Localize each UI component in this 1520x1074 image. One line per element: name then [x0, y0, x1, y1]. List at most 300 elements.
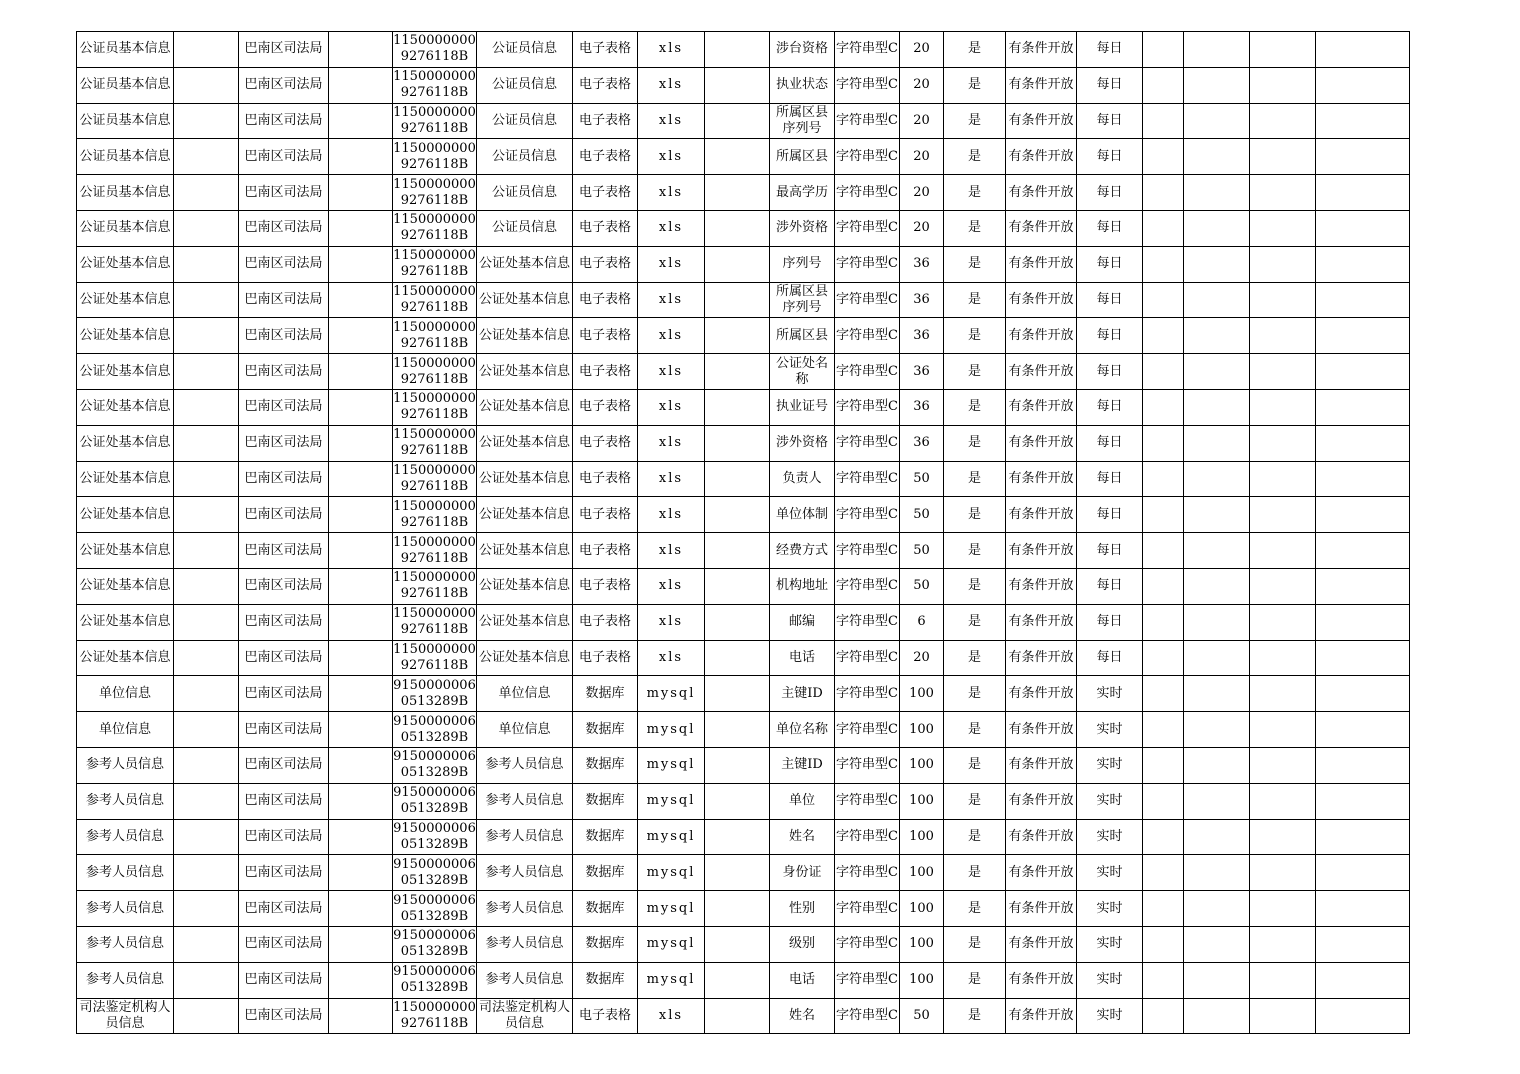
cell-length: 100 [900, 783, 944, 819]
cell-empty [705, 139, 770, 175]
cell-resource: 公证处基本信息 [477, 604, 573, 640]
cell-empty [1316, 533, 1410, 569]
cell-empty [329, 640, 393, 676]
cell-frequency: 每日 [1077, 210, 1143, 246]
cell-open: 有条件开放 [1006, 604, 1077, 640]
cell-empty [1184, 461, 1250, 497]
cell-empty [1184, 389, 1250, 425]
cell-open: 有条件开放 [1006, 891, 1077, 927]
cell-frequency: 每日 [1077, 246, 1143, 282]
cell-department: 巴南区司法局 [239, 819, 329, 855]
cell-field: 所属区县 [770, 139, 835, 175]
cell-empty [1143, 676, 1184, 712]
cell-category: 公证处基本信息 [77, 425, 174, 461]
cell-department: 巴南区司法局 [239, 67, 329, 103]
cell-open: 有条件开放 [1006, 783, 1077, 819]
cell-empty [1143, 604, 1184, 640]
cell-format: xls [638, 139, 705, 175]
cell-field: 电话 [770, 640, 835, 676]
cell-resource: 参考人员信息 [477, 962, 573, 998]
cell-type: 电子表格 [573, 389, 638, 425]
cell-open: 有条件开放 [1006, 354, 1077, 390]
cell-resource: 公证处基本信息 [477, 354, 573, 390]
cell-frequency: 实时 [1077, 747, 1143, 783]
cell-empty [1316, 640, 1410, 676]
cell-format: xls [638, 67, 705, 103]
cell-empty [174, 354, 239, 390]
cell-shared: 是 [944, 891, 1006, 927]
cell-code: 91500000060513289B [393, 962, 477, 998]
cell-format: xls [638, 103, 705, 139]
cell-empty [1184, 712, 1250, 748]
cell-format: xls [638, 461, 705, 497]
table-row [77, 712, 1410, 748]
cell-shared: 是 [944, 533, 1006, 569]
cell-type: 电子表格 [573, 32, 638, 68]
table-body [77, 32, 1410, 1034]
cell-empty [174, 497, 239, 533]
cell-code: 91500000060513289B [393, 926, 477, 962]
cell-resource: 公证处基本信息 [477, 497, 573, 533]
cell-field: 涉外资格 [770, 425, 835, 461]
table-row [77, 461, 1410, 497]
cell-empty [329, 389, 393, 425]
cell-frequency: 实时 [1077, 891, 1143, 927]
cell-empty [1250, 389, 1316, 425]
cell-empty [1184, 676, 1250, 712]
cell-empty [1316, 568, 1410, 604]
cell-format: mysql [638, 855, 705, 891]
cell-empty [1250, 533, 1316, 569]
cell-code: 11500000009276118B [393, 604, 477, 640]
cell-department: 巴南区司法局 [239, 533, 329, 569]
table-row [77, 32, 1410, 68]
cell-empty [1184, 354, 1250, 390]
cell-field: 级别 [770, 926, 835, 962]
cell-empty [1184, 103, 1250, 139]
cell-category: 参考人员信息 [77, 855, 174, 891]
cell-empty [1184, 425, 1250, 461]
cell-category: 公证处基本信息 [77, 389, 174, 425]
cell-format: mysql [638, 891, 705, 927]
cell-field: 涉外资格 [770, 210, 835, 246]
cell-empty [329, 998, 393, 1034]
cell-empty [1250, 67, 1316, 103]
cell-empty [705, 962, 770, 998]
cell-empty [705, 998, 770, 1034]
cell-department: 巴南区司法局 [239, 998, 329, 1034]
cell-empty [1143, 32, 1184, 68]
cell-department: 巴南区司法局 [239, 139, 329, 175]
cell-field: 姓名 [770, 819, 835, 855]
cell-length: 100 [900, 747, 944, 783]
cell-open: 有条件开放 [1006, 32, 1077, 68]
cell-empty [1184, 282, 1250, 318]
cell-empty [1250, 461, 1316, 497]
cell-field: 主键ID [770, 747, 835, 783]
cell-frequency: 每日 [1077, 318, 1143, 354]
cell-empty [174, 318, 239, 354]
cell-empty [1184, 318, 1250, 354]
cell-open: 有条件开放 [1006, 747, 1077, 783]
cell-empty [1184, 926, 1250, 962]
cell-empty [1143, 318, 1184, 354]
cell-resource: 参考人员信息 [477, 747, 573, 783]
cell-shared: 是 [944, 962, 1006, 998]
cell-length: 20 [900, 640, 944, 676]
cell-resource: 公证处基本信息 [477, 246, 573, 282]
cell-empty [174, 32, 239, 68]
cell-empty [705, 712, 770, 748]
cell-code: 11500000009276118B [393, 67, 477, 103]
cell-empty [174, 855, 239, 891]
table-row [77, 855, 1410, 891]
cell-frequency: 每日 [1077, 568, 1143, 604]
cell-open: 有条件开放 [1006, 282, 1077, 318]
cell-category: 公证处基本信息 [77, 461, 174, 497]
cell-empty [1143, 533, 1184, 569]
cell-empty [705, 568, 770, 604]
cell-shared: 是 [944, 568, 1006, 604]
cell-empty [1143, 246, 1184, 282]
cell-code: 11500000009276118B [393, 318, 477, 354]
cell-empty [1316, 747, 1410, 783]
cell-frequency: 每日 [1077, 425, 1143, 461]
cell-length: 36 [900, 354, 944, 390]
cell-type: 电子表格 [573, 425, 638, 461]
cell-empty [705, 533, 770, 569]
cell-empty [1143, 175, 1184, 211]
cell-datatype: 字符串型C [835, 282, 900, 318]
cell-empty [1184, 568, 1250, 604]
cell-empty [1143, 891, 1184, 927]
cell-type: 数据库 [573, 962, 638, 998]
cell-resource: 公证处基本信息 [477, 640, 573, 676]
cell-empty [329, 568, 393, 604]
cell-empty [1143, 926, 1184, 962]
cell-empty [1250, 425, 1316, 461]
cell-format: mysql [638, 676, 705, 712]
cell-category: 公证处基本信息 [77, 568, 174, 604]
cell-empty [705, 103, 770, 139]
cell-empty [1250, 783, 1316, 819]
cell-datatype: 字符串型C [835, 855, 900, 891]
cell-datatype: 字符串型C [835, 998, 900, 1034]
cell-type: 数据库 [573, 891, 638, 927]
cell-open: 有条件开放 [1006, 389, 1077, 425]
cell-empty [174, 533, 239, 569]
cell-format: mysql [638, 712, 705, 748]
cell-datatype: 字符串型C [835, 712, 900, 748]
cell-field: 公证处名称 [770, 354, 835, 390]
cell-empty [1143, 998, 1184, 1034]
cell-empty [705, 282, 770, 318]
cell-empty [1143, 712, 1184, 748]
cell-empty [174, 926, 239, 962]
cell-empty [329, 210, 393, 246]
cell-empty [1250, 210, 1316, 246]
cell-category: 公证员基本信息 [77, 103, 174, 139]
cell-length: 36 [900, 246, 944, 282]
cell-category: 参考人员信息 [77, 926, 174, 962]
cell-empty [1184, 747, 1250, 783]
cell-empty [1184, 497, 1250, 533]
cell-empty [1143, 497, 1184, 533]
cell-empty [705, 67, 770, 103]
cell-category: 单位信息 [77, 676, 174, 712]
cell-type: 电子表格 [573, 998, 638, 1034]
cell-length: 50 [900, 461, 944, 497]
table-row [77, 246, 1410, 282]
cell-datatype: 字符串型C [835, 175, 900, 211]
cell-empty [1143, 425, 1184, 461]
cell-length: 20 [900, 103, 944, 139]
cell-empty [1184, 210, 1250, 246]
table-row [77, 891, 1410, 927]
cell-resource: 公证处基本信息 [477, 533, 573, 569]
cell-open: 有条件开放 [1006, 67, 1077, 103]
cell-empty [174, 747, 239, 783]
cell-code: 11500000009276118B [393, 210, 477, 246]
cell-category: 单位信息 [77, 712, 174, 748]
cell-format: mysql [638, 962, 705, 998]
cell-code: 91500000060513289B [393, 819, 477, 855]
cell-empty [1143, 67, 1184, 103]
cell-empty [1250, 891, 1316, 927]
cell-empty [705, 318, 770, 354]
cell-empty [174, 282, 239, 318]
cell-empty [1143, 783, 1184, 819]
cell-empty [1316, 926, 1410, 962]
cell-length: 36 [900, 389, 944, 425]
cell-field: 单位名称 [770, 712, 835, 748]
cell-length: 100 [900, 855, 944, 891]
cell-empty [1143, 819, 1184, 855]
cell-empty [705, 819, 770, 855]
cell-frequency: 实时 [1077, 998, 1143, 1034]
cell-category: 参考人员信息 [77, 747, 174, 783]
cell-empty [1184, 533, 1250, 569]
cell-empty [1184, 604, 1250, 640]
cell-empty [1250, 676, 1316, 712]
cell-field: 单位体制 [770, 497, 835, 533]
cell-length: 100 [900, 712, 944, 748]
cell-format: mysql [638, 926, 705, 962]
cell-frequency: 每日 [1077, 640, 1143, 676]
cell-empty [1316, 676, 1410, 712]
cell-length: 36 [900, 425, 944, 461]
cell-empty [329, 855, 393, 891]
cell-shared: 是 [944, 354, 1006, 390]
cell-empty [1250, 855, 1316, 891]
cell-empty [329, 139, 393, 175]
cell-type: 数据库 [573, 712, 638, 748]
cell-empty [329, 175, 393, 211]
table-row [77, 568, 1410, 604]
cell-empty [1250, 568, 1316, 604]
cell-code: 91500000060513289B [393, 712, 477, 748]
cell-empty [329, 783, 393, 819]
cell-datatype: 字符串型C [835, 926, 900, 962]
cell-empty [329, 354, 393, 390]
cell-empty [329, 282, 393, 318]
cell-datatype: 字符串型C [835, 354, 900, 390]
cell-category: 公证处基本信息 [77, 497, 174, 533]
cell-frequency: 每日 [1077, 139, 1143, 175]
cell-empty [329, 246, 393, 282]
cell-code: 11500000009276118B [393, 32, 477, 68]
cell-open: 有条件开放 [1006, 926, 1077, 962]
cell-code: 11500000009276118B [393, 497, 477, 533]
cell-department: 巴南区司法局 [239, 246, 329, 282]
cell-type: 电子表格 [573, 604, 638, 640]
cell-empty [1143, 461, 1184, 497]
cell-datatype: 字符串型C [835, 32, 900, 68]
cell-format: xls [638, 32, 705, 68]
cell-shared: 是 [944, 67, 1006, 103]
cell-frequency: 每日 [1077, 389, 1143, 425]
table-row [77, 676, 1410, 712]
cell-frequency: 实时 [1077, 676, 1143, 712]
cell-empty [1316, 855, 1410, 891]
cell-resource: 单位信息 [477, 676, 573, 712]
table-row [77, 640, 1410, 676]
cell-code: 91500000060513289B [393, 676, 477, 712]
cell-datatype: 字符串型C [835, 640, 900, 676]
cell-code: 11500000009276118B [393, 533, 477, 569]
cell-department: 巴南区司法局 [239, 103, 329, 139]
cell-resource: 参考人员信息 [477, 783, 573, 819]
cell-department: 巴南区司法局 [239, 425, 329, 461]
cell-empty [329, 318, 393, 354]
cell-code: 11500000009276118B [393, 568, 477, 604]
cell-format: xls [638, 497, 705, 533]
cell-empty [705, 891, 770, 927]
cell-datatype: 字符串型C [835, 318, 900, 354]
cell-shared: 是 [944, 175, 1006, 211]
cell-resource: 参考人员信息 [477, 855, 573, 891]
cell-empty [1250, 318, 1316, 354]
cell-empty [705, 175, 770, 211]
cell-type: 数据库 [573, 747, 638, 783]
table-row [77, 497, 1410, 533]
cell-empty [329, 461, 393, 497]
cell-empty [705, 389, 770, 425]
cell-department: 巴南区司法局 [239, 891, 329, 927]
cell-empty [174, 461, 239, 497]
table-row [77, 604, 1410, 640]
cell-frequency: 实时 [1077, 855, 1143, 891]
cell-open: 有条件开放 [1006, 712, 1077, 748]
cell-format: xls [638, 568, 705, 604]
cell-empty [329, 676, 393, 712]
cell-code: 11500000009276118B [393, 389, 477, 425]
cell-empty [1250, 604, 1316, 640]
cell-format: xls [638, 604, 705, 640]
cell-empty [1143, 747, 1184, 783]
cell-resource: 司法鉴定机构人员信息 [477, 998, 573, 1034]
cell-code: 11500000009276118B [393, 461, 477, 497]
cell-format: xls [638, 175, 705, 211]
cell-category: 公证处基本信息 [77, 246, 174, 282]
cell-empty [1184, 139, 1250, 175]
cell-type: 数据库 [573, 819, 638, 855]
cell-empty [1184, 891, 1250, 927]
cell-empty [1316, 461, 1410, 497]
cell-empty [329, 425, 393, 461]
cell-format: xls [638, 354, 705, 390]
cell-empty [1316, 783, 1410, 819]
cell-department: 巴南区司法局 [239, 747, 329, 783]
cell-type: 电子表格 [573, 103, 638, 139]
cell-empty [1143, 855, 1184, 891]
cell-department: 巴南区司法局 [239, 568, 329, 604]
cell-department: 巴南区司法局 [239, 926, 329, 962]
cell-shared: 是 [944, 676, 1006, 712]
cell-length: 100 [900, 819, 944, 855]
cell-type: 电子表格 [573, 175, 638, 211]
cell-department: 巴南区司法局 [239, 354, 329, 390]
cell-empty [1184, 962, 1250, 998]
cell-format: mysql [638, 819, 705, 855]
cell-empty [1316, 32, 1410, 68]
cell-datatype: 字符串型C [835, 461, 900, 497]
cell-datatype: 字符串型C [835, 103, 900, 139]
cell-empty [705, 604, 770, 640]
cell-empty [1250, 246, 1316, 282]
cell-empty [174, 67, 239, 103]
cell-length: 100 [900, 962, 944, 998]
cell-resource: 公证处基本信息 [477, 282, 573, 318]
cell-code: 11500000009276118B [393, 139, 477, 175]
cell-empty [705, 783, 770, 819]
cell-frequency: 实时 [1077, 712, 1143, 748]
cell-shared: 是 [944, 461, 1006, 497]
cell-type: 电子表格 [573, 210, 638, 246]
cell-empty [174, 604, 239, 640]
cell-shared: 是 [944, 246, 1006, 282]
cell-empty [1184, 32, 1250, 68]
cell-type: 数据库 [573, 783, 638, 819]
cell-format: xls [638, 318, 705, 354]
cell-open: 有条件开放 [1006, 819, 1077, 855]
cell-category: 公证处基本信息 [77, 318, 174, 354]
cell-open: 有条件开放 [1006, 640, 1077, 676]
cell-length: 50 [900, 998, 944, 1034]
cell-empty [174, 568, 239, 604]
cell-shared: 是 [944, 497, 1006, 533]
cell-category: 公证处基本信息 [77, 282, 174, 318]
cell-field: 身份证 [770, 855, 835, 891]
cell-empty [1143, 640, 1184, 676]
cell-datatype: 字符串型C [835, 533, 900, 569]
cell-open: 有条件开放 [1006, 533, 1077, 569]
cell-empty [705, 926, 770, 962]
cell-field: 邮编 [770, 604, 835, 640]
cell-empty [1316, 103, 1410, 139]
cell-empty [174, 998, 239, 1034]
cell-empty [1143, 354, 1184, 390]
cell-category: 参考人员信息 [77, 783, 174, 819]
cell-empty [174, 425, 239, 461]
cell-frequency: 每日 [1077, 497, 1143, 533]
table-row [77, 533, 1410, 569]
cell-frequency: 每日 [1077, 604, 1143, 640]
cell-length: 50 [900, 497, 944, 533]
cell-empty [174, 389, 239, 425]
cell-code: 91500000060513289B [393, 891, 477, 927]
cell-code: 11500000009276118B [393, 640, 477, 676]
